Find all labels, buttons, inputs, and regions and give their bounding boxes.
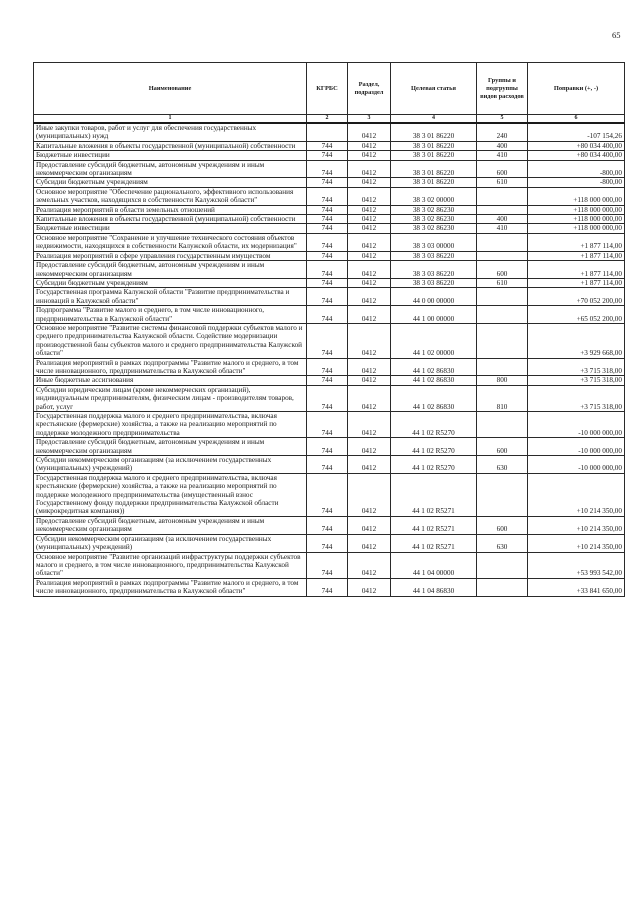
cell-expense-group: 600 [477, 160, 528, 178]
cell-name: Иные закупки товаров, работ и услуг для обеспечения государственных (муниципальных) нужд [34, 123, 307, 141]
table-row [34, 376, 625, 385]
cell-section: 0412 [348, 385, 391, 411]
cell-amount: +33 841 650,00 [528, 578, 625, 596]
cell-amount: +65 052 200,00 [528, 306, 625, 324]
cell-section: 0412 [348, 215, 391, 224]
cell-kgrbs: 744 [307, 205, 348, 214]
table-row [34, 141, 625, 150]
column-header-amount: Поправки (+, -) [528, 63, 625, 115]
cell-target-article: 44 1 04 86830 [391, 578, 477, 596]
cell-amount: +1 877 114,00 [528, 261, 625, 279]
cell-target-article: 38 3 02 00000 [391, 187, 477, 205]
cell-expense-group [477, 187, 528, 205]
cell-expense-group: 810 [477, 385, 528, 411]
cell-target-article: 44 1 00 00000 [391, 306, 477, 324]
table-row [34, 233, 625, 251]
cell-expense-group: 630 [477, 534, 528, 552]
cell-target-article: 44 1 02 R5271 [391, 516, 477, 534]
table-row [34, 123, 625, 141]
cell-amount: +53 993 542,00 [528, 552, 625, 578]
cell-expense-group [477, 288, 528, 306]
cell-name: Бюджетные инвестиции [34, 151, 307, 160]
cell-target-article: 44 1 02 R5270 [391, 456, 477, 474]
cell-amount: -10 000 000,00 [528, 412, 625, 438]
cell-expense-group [477, 412, 528, 438]
cell-kgrbs: 744 [307, 233, 348, 251]
cell-section: 0412 [348, 456, 391, 474]
cell-section: 0412 [348, 251, 391, 260]
column-number-row [34, 115, 625, 124]
cell-kgrbs: 744 [307, 358, 348, 376]
cell-section: 0412 [348, 205, 391, 214]
cell-target-article: 38 3 03 86220 [391, 261, 477, 279]
cell-kgrbs: 744 [307, 552, 348, 578]
cell-kgrbs: 744 [307, 385, 348, 411]
cell-target-article: 44 1 04 00000 [391, 552, 477, 578]
cell-name: Предоставление субсидий бюджетным, автономным учреждениям и иным некоммерческим организациям [34, 160, 307, 178]
column-header-section: Раздел, подраздел [348, 63, 391, 115]
cell-kgrbs: 744 [307, 578, 348, 596]
cell-kgrbs: 744 [307, 323, 348, 358]
table-row [34, 358, 625, 376]
cell-name: Основное мероприятие "Развитие организаций инфраструктуры поддержки субъектов малого и среднего, в том числе инновационного, предпринимательства Калужской области" [34, 552, 307, 578]
column-header-group: Группы и подгруппы видов расходов [477, 63, 528, 115]
cell-name: Реализация мероприятий в сфере управления государственным имуществом [34, 251, 307, 260]
cell-amount: +1 877 114,00 [528, 233, 625, 251]
cell-expense-group [477, 473, 528, 516]
cell-target-article: 38 3 01 86220 [391, 141, 477, 150]
cell-kgrbs [307, 123, 348, 141]
cell-amount: -800,00 [528, 160, 625, 178]
cell-section: 0412 [348, 160, 391, 178]
table-row [34, 516, 625, 534]
cell-target-article: 38 3 02 86230 [391, 224, 477, 233]
cell-amount: +3 929 668,00 [528, 323, 625, 358]
cell-target-article: 44 1 02 R5271 [391, 473, 477, 516]
cell-name: Бюджетные инвестиции [34, 224, 307, 233]
cell-name: Субсидии некоммерческим организациям (за исключением государственных (муниципальных) учреждений) [34, 534, 307, 552]
page-number: 65 [612, 30, 621, 40]
table-row [34, 552, 625, 578]
cell-section: 0412 [348, 516, 391, 534]
cell-amount: +3 715 318,00 [528, 376, 625, 385]
cell-name: Капитальные вложения в объекты государственной (муниципальной) собственности [34, 141, 307, 150]
table-row [34, 385, 625, 411]
cell-section: 0412 [348, 438, 391, 456]
table-row [34, 178, 625, 187]
cell-expense-group: 600 [477, 438, 528, 456]
table-row [34, 215, 625, 224]
cell-kgrbs: 744 [307, 456, 348, 474]
cell-target-article: 38 3 03 86220 [391, 278, 477, 287]
cell-expense-group: 240 [477, 123, 528, 141]
cell-section: 0412 [348, 178, 391, 187]
cell-expense-group: 610 [477, 178, 528, 187]
table-row [34, 306, 625, 324]
cell-kgrbs: 744 [307, 151, 348, 160]
cell-amount: +1 877 114,00 [528, 278, 625, 287]
cell-expense-group: 410 [477, 151, 528, 160]
cell-target-article: 44 1 02 86830 [391, 385, 477, 411]
cell-section: 0412 [348, 578, 391, 596]
column-number: 2 [307, 115, 348, 124]
cell-expense-group [477, 358, 528, 376]
column-number: 3 [348, 115, 391, 124]
cell-amount: +1 877 114,00 [528, 251, 625, 260]
cell-name: Реализация мероприятий в области земельных отношений [34, 205, 307, 214]
cell-target-article: 38 3 01 86220 [391, 151, 477, 160]
cell-expense-group [477, 251, 528, 260]
cell-name: Государственная поддержка малого и среднего предпринимательства, включая крестьянские (фермерские) хозяйства, а также на реализацию мероприятий по поддержке молодежного предпринимательства (имущественный взнос Государственному фонду поддержки предпринимательства Калужской области (микрокредитная компания)) [34, 473, 307, 516]
cell-name: Предоставление субсидий бюджетным, автономным учреждениям и иным некоммерческим организациям [34, 261, 307, 279]
cell-name: Субсидии юридическим лицам (кроме некоммерческих организаций), индивидуальным предпринимателям, физическим лицам - производителям товаров, работ, услуг [34, 385, 307, 411]
cell-section: 0412 [348, 278, 391, 287]
cell-section: 0412 [348, 261, 391, 279]
cell-kgrbs: 744 [307, 224, 348, 233]
cell-section: 0412 [348, 412, 391, 438]
cell-expense-group: 600 [477, 261, 528, 279]
budget-amendments-table [33, 62, 625, 597]
cell-expense-group: 800 [477, 376, 528, 385]
cell-amount: +3 715 318,00 [528, 358, 625, 376]
cell-expense-group [477, 578, 528, 596]
cell-target-article: 44 0 00 00000 [391, 288, 477, 306]
table-row [34, 160, 625, 178]
cell-expense-group: 600 [477, 516, 528, 534]
table-row [34, 473, 625, 516]
cell-amount: +118 000 000,00 [528, 224, 625, 233]
cell-expense-group: 610 [477, 278, 528, 287]
table-row [34, 323, 625, 358]
cell-target-article: 38 3 01 86220 [391, 178, 477, 187]
cell-expense-group [477, 233, 528, 251]
cell-target-article: 44 1 02 00000 [391, 323, 477, 358]
table-row [34, 261, 625, 279]
cell-expense-group [477, 323, 528, 358]
table-row [34, 187, 625, 205]
cell-target-article: 44 1 02 86830 [391, 358, 477, 376]
cell-amount: -10 000 000,00 [528, 438, 625, 456]
cell-expense-group: 400 [477, 215, 528, 224]
cell-name: Иные бюджетные ассигнования [34, 376, 307, 385]
cell-target-article: 44 1 02 R5270 [391, 438, 477, 456]
cell-section: 0412 [348, 376, 391, 385]
cell-name: Предоставление субсидий бюджетным, автономным учреждениям и иным некоммерческим организациям [34, 516, 307, 534]
cell-section: 0412 [348, 141, 391, 150]
cell-expense-group [477, 306, 528, 324]
cell-kgrbs: 744 [307, 288, 348, 306]
table-row [34, 412, 625, 438]
cell-amount: +10 214 350,00 [528, 534, 625, 552]
cell-kgrbs: 744 [307, 215, 348, 224]
table-row [34, 438, 625, 456]
column-number: 6 [528, 115, 625, 124]
cell-kgrbs: 744 [307, 376, 348, 385]
cell-amount: +70 052 200,00 [528, 288, 625, 306]
table-row [34, 578, 625, 596]
cell-expense-group [477, 552, 528, 578]
cell-target-article: 38 3 02 86230 [391, 205, 477, 214]
cell-target-article: 38 3 01 86220 [391, 160, 477, 178]
cell-section: 0412 [348, 123, 391, 141]
cell-expense-group: 400 [477, 141, 528, 150]
cell-amount: -10 000 000,00 [528, 456, 625, 474]
cell-section: 0412 [348, 187, 391, 205]
cell-amount: +118 000 000,00 [528, 187, 625, 205]
cell-kgrbs: 744 [307, 251, 348, 260]
table-row [34, 151, 625, 160]
cell-expense-group: 410 [477, 224, 528, 233]
cell-kgrbs: 744 [307, 178, 348, 187]
cell-expense-group [477, 205, 528, 214]
cell-section: 0412 [348, 552, 391, 578]
cell-amount: +80 034 400,00 [528, 141, 625, 150]
cell-target-article: 38 3 03 86220 [391, 251, 477, 260]
cell-target-article: 38 3 01 86220 [391, 123, 477, 141]
cell-target-article: 44 1 02 R5270 [391, 412, 477, 438]
table-header-row [34, 63, 625, 115]
cell-amount: -107 154,26 [528, 123, 625, 141]
cell-kgrbs: 744 [307, 261, 348, 279]
cell-name: Капитальные вложения в объекты государственной (муниципальной) собственности [34, 215, 307, 224]
cell-amount: +118 000 000,00 [528, 215, 625, 224]
table-row [34, 288, 625, 306]
cell-name: Субсидии бюджетным учреждениям [34, 178, 307, 187]
cell-kgrbs: 744 [307, 473, 348, 516]
cell-name: Субсидии бюджетным учреждениям [34, 278, 307, 287]
cell-amount: -800,00 [528, 178, 625, 187]
cell-name: Предоставление субсидий бюджетным, автономным учреждениям и иным некоммерческим организациям [34, 438, 307, 456]
cell-name: Основное мероприятие "Сохранение и улучшение технического состояния объектов недвижимости, находящихся в собственности Калужской области, их модернизация" [34, 233, 307, 251]
cell-name: Основное мероприятие "Обеспечение рационального, эффективного использования земельных участков, находящихся в собственности Калужской области" [34, 187, 307, 205]
cell-section: 0412 [348, 358, 391, 376]
table-row [34, 456, 625, 474]
cell-kgrbs: 744 [307, 306, 348, 324]
cell-name: Государственная поддержка малого и среднего предпринимательства, включая крестьянские (фермерские) хозяйства, а также на реализацию мероприятий по поддержке молодежного предпринимательства [34, 412, 307, 438]
table-row [34, 251, 625, 260]
cell-section: 0412 [348, 288, 391, 306]
cell-kgrbs: 744 [307, 516, 348, 534]
cell-section: 0412 [348, 233, 391, 251]
cell-name: Подпрограмма "Развитие малого и среднего, в том числе инновационного, предпринимательства в Калужской области" [34, 306, 307, 324]
cell-section: 0412 [348, 224, 391, 233]
cell-section: 0412 [348, 306, 391, 324]
cell-kgrbs: 744 [307, 438, 348, 456]
cell-section: 0412 [348, 473, 391, 516]
cell-target-article: 38 3 02 86230 [391, 215, 477, 224]
cell-amount: +10 214 350,00 [528, 516, 625, 534]
column-header-name: Наименование [34, 63, 307, 115]
table-body [34, 123, 625, 596]
table-row [34, 278, 625, 287]
cell-section: 0412 [348, 151, 391, 160]
column-number: 5 [477, 115, 528, 124]
cell-kgrbs: 744 [307, 160, 348, 178]
cell-name: Реализация мероприятий в рамках подпрограммы "Развитие малого и среднего, в том числе инновационного, предпринимательства в Калужской области" [34, 358, 307, 376]
cell-kgrbs: 744 [307, 534, 348, 552]
cell-kgrbs: 744 [307, 141, 348, 150]
cell-target-article: 44 1 02 R5271 [391, 534, 477, 552]
column-header-target: Целевая статья [391, 63, 477, 115]
cell-section: 0412 [348, 323, 391, 358]
cell-target-article: 38 3 03 00000 [391, 233, 477, 251]
cell-amount: +80 034 400,00 [528, 151, 625, 160]
cell-amount: +10 214 350,00 [528, 473, 625, 516]
table-row [34, 224, 625, 233]
table-row [34, 205, 625, 214]
cell-kgrbs: 744 [307, 278, 348, 287]
cell-amount: +3 715 318,00 [528, 385, 625, 411]
column-header-kgrbs: КГРБС [307, 63, 348, 115]
cell-section: 0412 [348, 534, 391, 552]
cell-kgrbs: 744 [307, 187, 348, 205]
cell-amount: +118 000 000,00 [528, 205, 625, 214]
table-row [34, 534, 625, 552]
cell-expense-group: 630 [477, 456, 528, 474]
cell-name: Реализация мероприятий в рамках подпрограммы "Развитие малого и среднего, в том числе инновационного, предпринимательства в Калужской области" [34, 578, 307, 596]
cell-kgrbs: 744 [307, 412, 348, 438]
cell-name: Государственная программа Калужской области "Развитие предпринимательства и инноваций в Калужской области" [34, 288, 307, 306]
cell-name: Субсидии некоммерческим организациям (за исключением государственных (муниципальных) учреждений) [34, 456, 307, 474]
cell-target-article: 44 1 02 86830 [391, 376, 477, 385]
column-number: 4 [391, 115, 477, 124]
column-number: 1 [34, 115, 307, 124]
cell-name: Основное мероприятие "Развитие системы финансовой поддержки субъектов малого и среднего предпринимательства Калужской области. Содействие модернизации производственной базы субъектов малого и среднего предпринимательства Калужской области" [34, 323, 307, 358]
